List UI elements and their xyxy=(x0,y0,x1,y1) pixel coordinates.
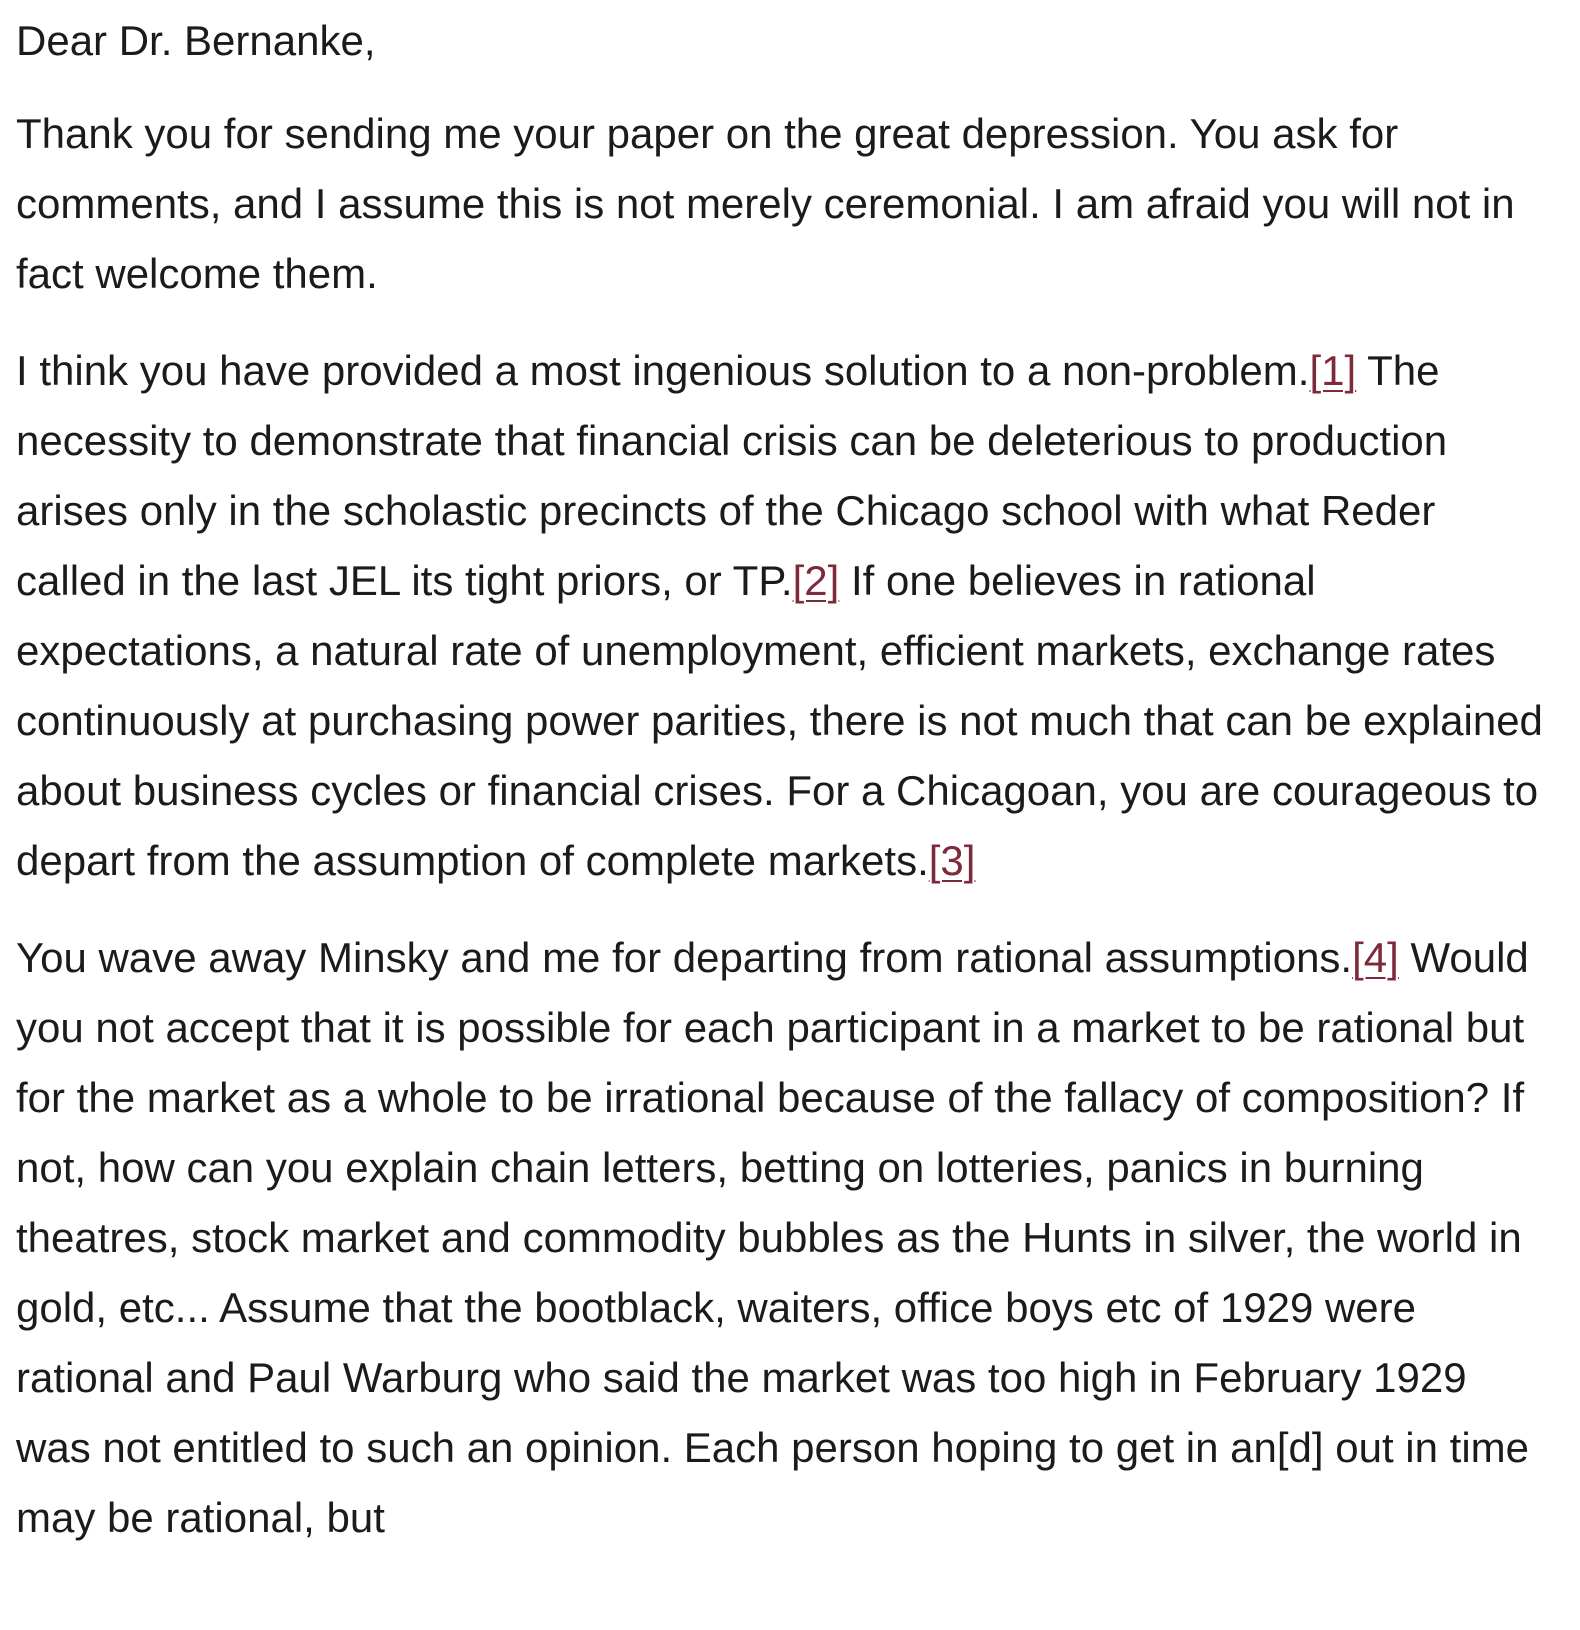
paragraph-2 xyxy=(16,336,1551,896)
paragraph-1-text: Thank you for sending me your paper on the great depression. You ask for comments, and I assume this is not merely ceremonial. I am afraid you will not in fact welcome them. xyxy=(16,110,1515,297)
paragraph-1 xyxy=(16,99,1551,309)
paragraph-3-text-1: You wave away Minsky and me for departing from rational assumptions. xyxy=(16,934,1353,981)
paragraph-2-text-1: I think you have provided a most ingenious solution to a non-problem. xyxy=(16,347,1310,394)
footnote-link-3[interactable]: [3] xyxy=(928,837,976,884)
footnote-link-1[interactable]: [1] xyxy=(1309,347,1357,394)
salutation: Dear Dr. Bernanke, xyxy=(16,17,376,64)
letter-body xyxy=(16,10,1551,1580)
paragraph-3-text-2: Would you not accept that it is possible for each participant in a market to be rational but for the market as a whole to be irrational because of the fallacy of composition? If not, how can you explain chain letters, betting on lotteries, panics in burning theatres, stock market and commodity bubbles as the Hunts in silver, the world in gold, etc... Assume that the bootblack, waiters, office boys etc of 1929 were rational and Paul Warburg who said the market was too high in February 1929 was not entitled to such an opinion. Each person hoping to get in an[d] out in time may be rational, but xyxy=(16,934,1530,1541)
paragraph-2-text-3: If one believes in rational expectations, a natural rate of unemployment, efficient markets, exchange rates continuously at purchasing power parities, there is not much that can be explained about business cycles or financial crises. For a Chicagoan, you are courageous to depart from the assumption of complete markets. xyxy=(16,557,1543,884)
paragraph-3 xyxy=(16,923,1551,1553)
footnote-link-4[interactable]: [4] xyxy=(1352,934,1399,981)
paragraph-2-text-2: The necessity to demonstrate that financial crisis can be deleterious to production arises only in the scholastic precincts of the Chicago school with what Reder called in the last JEL its tight priors, or TP. xyxy=(16,347,1448,604)
footnote-link-2[interactable]: [2] xyxy=(792,557,840,604)
